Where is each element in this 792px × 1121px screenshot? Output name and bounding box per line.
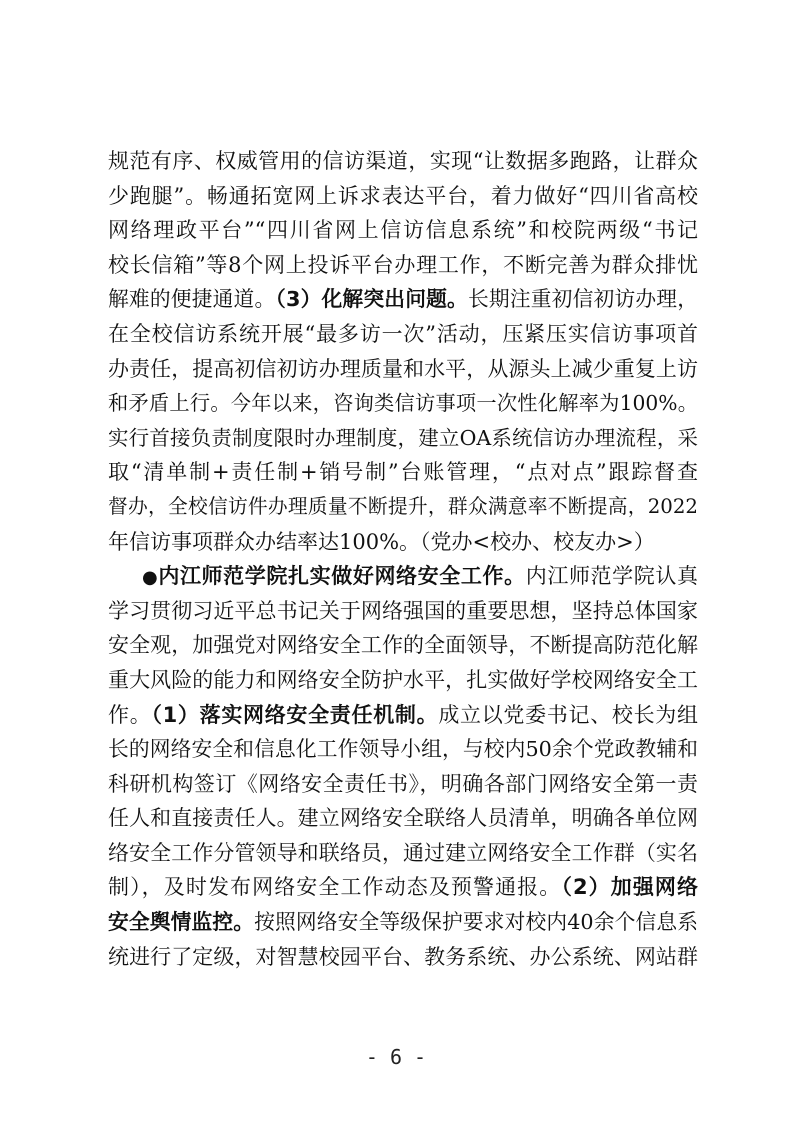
page-number: - 6 - <box>365 1045 427 1069</box>
text-line <box>108 870 698 905</box>
text-span: 络安全工作分管领导和联络员，通过建立网络安全工作群（实名 <box>108 840 698 865</box>
text-line <box>108 594 698 629</box>
text-span: 学习贯彻习近平总书记关于网络强国的重要思想，坚持总体国家 <box>108 598 698 623</box>
text-span: 按照网络安全等级保护要求对校内40余个信息系 <box>254 910 698 935</box>
text-span: 成立以党委书记、校长为组 <box>438 702 699 727</box>
text-span: 制），及时发布网络安全工作动态及预警通报。 <box>108 875 562 900</box>
text-line <box>108 663 698 698</box>
bullet-icon: ● <box>142 567 159 589</box>
text-line <box>108 179 698 214</box>
text-span: 办责任，提高初信初访办理质量和水平，从源头上减少重复上访 <box>108 356 698 381</box>
text-line <box>108 386 698 421</box>
text-line <box>108 836 698 871</box>
text-line <box>108 525 698 560</box>
text-line <box>108 352 698 387</box>
text-span: 作。 <box>108 702 152 727</box>
text-span: 取“清单制+责任制+销号制”台账管理，“点对点”跟踪督查 <box>108 460 698 485</box>
text-span: 安全观，加强党对网络安全工作的全面领导，不断提高防范化解 <box>108 633 698 658</box>
text-line <box>108 940 698 975</box>
text-line <box>108 317 698 352</box>
text-span: 科研机构签订《网络安全责任书》，明确各部门网络安全第一责 <box>108 771 698 796</box>
section-heading: 内江师范学院扎实做好网络安全工作。 <box>158 564 526 589</box>
text-span: 校长信箱”等8个网上投诉平台办理工作，不断完善为群众排忧 <box>108 252 698 277</box>
text-line <box>108 282 698 317</box>
text-span: 督办，全校信访件办理质量不断提升，群众满意率不断提高，2022 <box>108 494 698 518</box>
text-span: 和矛盾上行。今年以来，咨询类信访事项一次性化解率为100%。 <box>108 391 698 416</box>
subheading: （1）落实网络安全责任机制。 <box>151 702 439 727</box>
subheading: 安全舆情监控。 <box>108 910 255 935</box>
text-span: 在全校信访系统开展“最多访一次”活动，压紧压实信访事项首 <box>108 321 698 346</box>
section-heading-line <box>108 559 698 594</box>
text-line <box>108 767 698 802</box>
text-line <box>108 213 698 248</box>
text-span: 解难的便捷通道。 <box>108 287 276 312</box>
text-span: 年信访事项群众办结率达100%。（党办<校办、校友办>） <box>108 529 655 554</box>
text-line <box>108 144 698 179</box>
text-span: 任人和直接责任人。建立网络安全联络人员清单，明确各单位网 <box>108 806 698 831</box>
subheading: （2）加强网络 <box>561 875 698 900</box>
text-span: 实行首接负责制度限时办理制度，建立OA系统信访办理流程，采 <box>108 425 698 450</box>
text-span: 长的网络安全和信息化工作领导小组，与校内50余个党政教辅和 <box>108 737 698 762</box>
subheading: （3）化解突出问题。 <box>275 287 468 312</box>
text-line <box>108 455 698 490</box>
text-line <box>108 698 698 733</box>
text-line <box>108 628 698 663</box>
text-line <box>108 248 698 283</box>
body-text <box>108 144 698 974</box>
text-span: 长期注重初信初访办理， <box>467 287 698 312</box>
text-line <box>108 905 698 940</box>
text-span: 内江师范学院认真 <box>525 564 698 589</box>
text-line <box>108 490 698 525</box>
text-line <box>108 421 698 456</box>
text-span: 少跑腿”。畅通拓宽网上诉求表达平台，着力做好“四川省高校 <box>108 183 698 208</box>
text-span: 规范有序、权威管用的信访渠道，实现“让数据多跑路，让群众 <box>108 149 698 173</box>
text-span: 网络理政平台”“四川省网上信访信息系统”和校院两级“书记 <box>108 218 698 243</box>
text-span: 统进行了定级，对智慧校园平台、教务系统、办公系统、网站群 <box>108 944 698 969</box>
text-line <box>108 732 698 767</box>
text-span: 重大风险的能力和网络安全防护水平，扎实做好学校网络安全工 <box>108 667 698 692</box>
text-line <box>108 801 698 836</box>
